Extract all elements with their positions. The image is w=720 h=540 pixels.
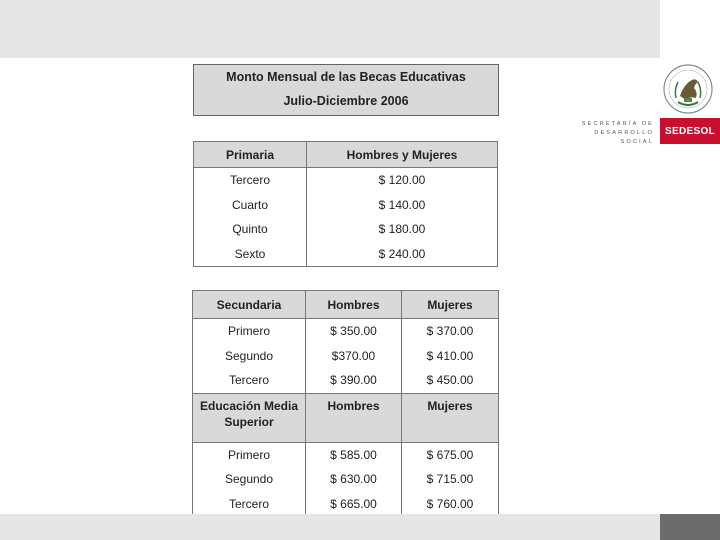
table-cell: Cuarto bbox=[194, 193, 307, 218]
table-row bbox=[194, 168, 498, 193]
table-cell: Primero bbox=[193, 319, 306, 344]
table-cell: Tercero bbox=[193, 368, 306, 393]
column-header: Primaria bbox=[194, 142, 307, 168]
table-cell: $ 370.00 bbox=[426, 324, 474, 339]
header-band bbox=[0, 0, 660, 58]
table-cell: $ 675.00 bbox=[426, 447, 474, 462]
table-cell: Tercero bbox=[194, 168, 307, 193]
column-header: Hombres bbox=[306, 291, 402, 319]
ministry-name bbox=[560, 120, 654, 147]
column-header: Hombres bbox=[306, 393, 402, 442]
table-row bbox=[193, 368, 499, 393]
table-cell: $ 715.00 bbox=[426, 472, 474, 487]
footer-band bbox=[0, 514, 660, 540]
table-cell: Sexto bbox=[194, 242, 307, 267]
table-cell: $ 240.00 bbox=[378, 246, 426, 261]
table-cell: Segundo bbox=[193, 467, 306, 492]
column-header: Mujeres bbox=[402, 393, 499, 442]
column-header: Mujeres bbox=[402, 291, 499, 319]
table-cell: $370.00 bbox=[306, 344, 402, 369]
table-header-row bbox=[193, 393, 499, 442]
title-line2: Julio-Diciembre 2006 bbox=[283, 94, 409, 108]
secundaria-media-superior-table bbox=[192, 290, 499, 517]
table-cell: $ 120.00 bbox=[378, 173, 426, 188]
ministry-name-line2: DESARROLLO SOCIAL bbox=[594, 130, 654, 145]
table-cell: Quinto bbox=[194, 217, 307, 242]
ministry-name-line1: SECRETARÍA DE bbox=[581, 121, 654, 127]
table-cell: $ 630.00 bbox=[306, 467, 402, 492]
table-row bbox=[193, 319, 499, 344]
table-cell: $ 410.00 bbox=[426, 348, 474, 363]
table-header-row bbox=[193, 291, 499, 319]
table-row bbox=[194, 242, 498, 267]
table-row bbox=[194, 193, 498, 218]
table-cell: Tercero bbox=[193, 492, 306, 517]
column-header: Educación Media Superior bbox=[193, 393, 306, 442]
sedesol-logo: SEDESOL bbox=[660, 118, 720, 144]
column-header: Secundaria bbox=[193, 291, 306, 319]
title-box bbox=[193, 64, 499, 116]
footer-corner-block bbox=[660, 514, 720, 540]
table-cell: Segundo bbox=[193, 344, 306, 369]
table-cell: $ 585.00 bbox=[306, 442, 402, 467]
table-cell: $ 760.00 bbox=[426, 496, 474, 511]
table-row bbox=[194, 217, 498, 242]
table-cell: $ 350.00 bbox=[306, 319, 402, 344]
table-row bbox=[193, 492, 499, 517]
table-row bbox=[193, 467, 499, 492]
table-cell: $ 180.00 bbox=[378, 222, 426, 237]
title-line1: Monto Mensual de las Becas Educativas bbox=[226, 70, 466, 84]
table-header-row bbox=[194, 142, 498, 168]
primaria-table bbox=[193, 141, 498, 267]
table-row bbox=[193, 442, 499, 467]
table-cell: $ 140.00 bbox=[378, 197, 426, 212]
column-header: Hombres y Mujeres bbox=[307, 142, 498, 168]
table-cell: Primero bbox=[193, 442, 306, 467]
mexican-coat-of-arms-icon bbox=[662, 62, 714, 116]
table-row bbox=[193, 344, 499, 369]
table-cell: $ 665.00 bbox=[306, 492, 402, 517]
table-cell: $ 450.00 bbox=[426, 373, 474, 388]
table-cell: $ 390.00 bbox=[306, 368, 402, 393]
